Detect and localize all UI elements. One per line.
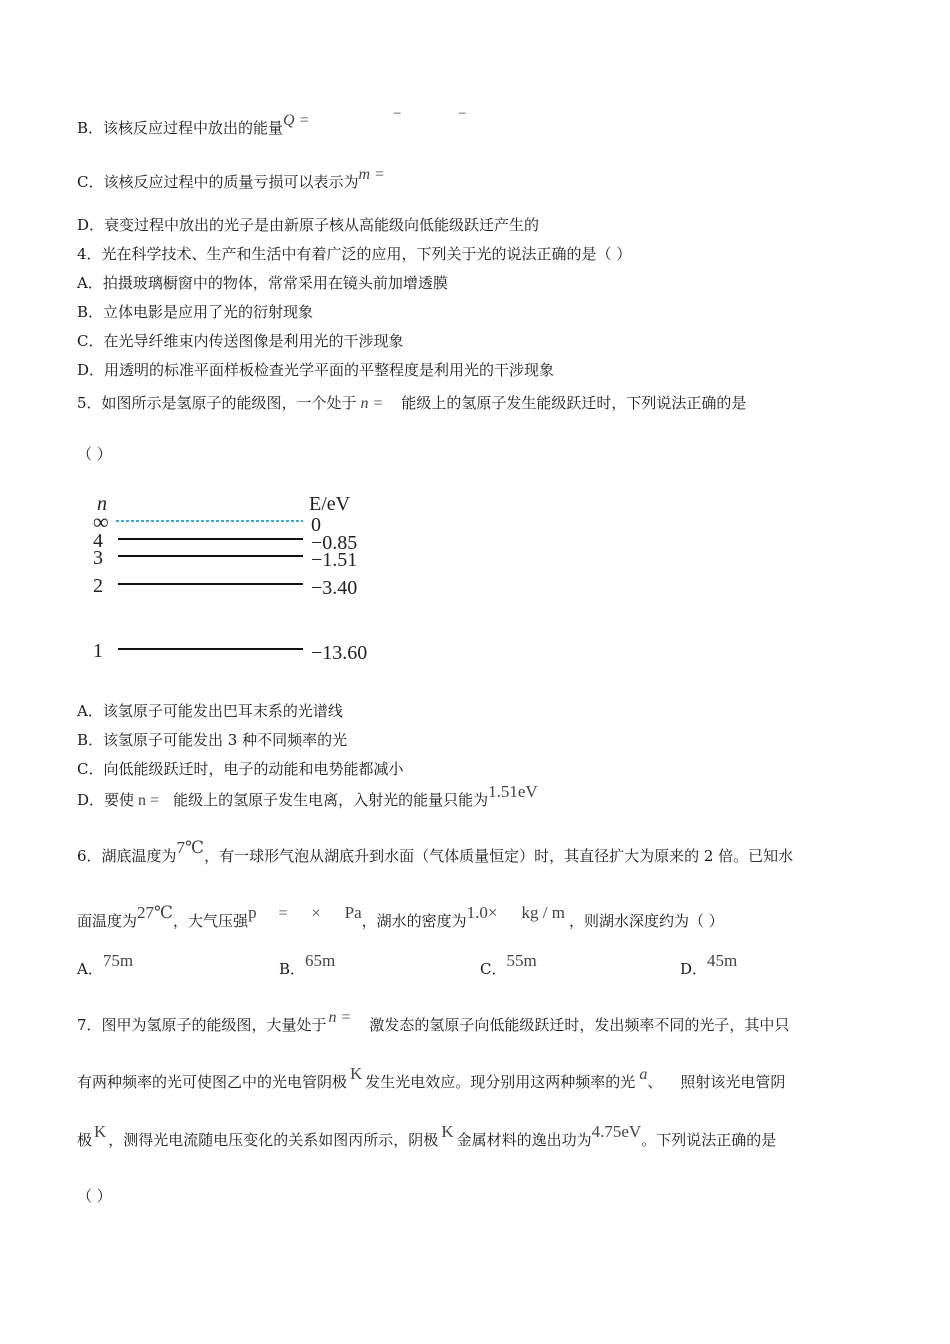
q6-option-b-value: 65m (305, 951, 336, 970)
q6-density-unit: kg / m (521, 903, 565, 922)
q6-line2-c: ，湖水的密度为 (361, 912, 467, 930)
q6-pressure-symbol: p (248, 903, 257, 922)
q5-stem-math: n = (360, 395, 384, 412)
q7-l3-a: 极 (77, 1131, 93, 1149)
q5-stem-a: 5．如图所示是氢原子的能级图，一个处于 (77, 394, 357, 412)
q7-l3-k: K (94, 1122, 107, 1141)
q3-option-d: D．衰变过程中放出的光子是由新原子核从高能级向低能级跃迁产生的 (77, 216, 540, 234)
q6-stem-a: 6．湖底温度为 (77, 847, 177, 865)
q7-l1-a: 7．图甲为氢原子的能级图，大量处于 (77, 1016, 327, 1034)
q7-paren: （ ） (77, 1187, 112, 1205)
q4-option-b: B．立体电影是应用了光的衍射现象 (77, 303, 314, 321)
q5-option-d (77, 782, 538, 811)
q4-option-c: C．在光导纤维束内传送图像是利用光的干涉现象 (77, 332, 404, 350)
energy-level-value-label: −13.60 (311, 642, 368, 664)
energy-level-diagram (85, 488, 405, 668)
q6-stem-b: ，有一球形气泡从湖底升到水面（气体质量恒定）时，其直径扩大为原来的 2 倍。已知水 (204, 847, 794, 865)
q5-option-d-value: 1.51eV (488, 782, 538, 801)
q3-option-b-fragment-1: − (393, 106, 402, 122)
energy-level-n-label: 1 (93, 640, 103, 662)
q6-line2-d: ，则湖水深度约为（ ） (568, 912, 724, 930)
energy-level-n-label: ∞ (93, 509, 109, 534)
q5-option-d-b: 能级上的氢原子发生电离，入射光的能量只能为 (173, 791, 489, 809)
q7-l2-a-math: a (639, 1066, 648, 1083)
q4-option-d: D．用透明的标准平面样板检查光学平面的平整程度是利用光的干涉现象 (77, 361, 555, 379)
q7-line-1 (77, 1009, 790, 1036)
q6-option-c-value: 55m (506, 951, 537, 970)
q7-l2-b: 发生光电效应。现分别用这两种频率的光 (365, 1073, 636, 1091)
q7-line-2 (77, 1064, 786, 1093)
q7-l3-k2: K (441, 1122, 454, 1141)
q5-option-d-a: D．要使 (77, 791, 135, 809)
q7-l3-value: 4.75eV (591, 1122, 642, 1141)
q4-stem: 4．光在科学技术、生产和生活中有着广泛的应用，下列关于光的说法正确的是（ ） (77, 245, 632, 263)
q3-option-b-text: B．该核反应过程中放出的能量 (77, 119, 284, 137)
q6-density-value: 1.0× (466, 903, 498, 922)
q7-l1-b: 激发态的氢原子向低能级跃迁时，发出频率不同的光子，其中只 (369, 1016, 790, 1034)
q7-l3-c: 金属材料的逸出功为 (456, 1131, 592, 1149)
q6-option-a (77, 951, 134, 979)
q6-option-c (480, 951, 537, 979)
q6-line2-a: 面温度为 (77, 912, 138, 930)
q5-stem-b: 能级上的氢原子发生能级跃迁时，下列说法正确的是 (401, 394, 747, 412)
q3-option-b-fragment-2: − (458, 106, 467, 122)
q3-option-c-math: m = (358, 166, 385, 183)
q6-option-b (279, 951, 336, 979)
diagram-n-label: n (97, 493, 107, 515)
q5-option-b: B．该氢原子可能发出 3 种不同频率的光 (77, 731, 348, 749)
q6-option-d-value: 45m (707, 951, 738, 970)
q7-l3-d: 。下列说法正确的是 (641, 1131, 777, 1149)
q6-option-d (680, 951, 738, 979)
q6-line2-b: ，大气压强 (173, 912, 249, 930)
q6-temp-2: 27℃ (137, 903, 174, 922)
q3-option-b (77, 112, 310, 139)
q6-option-a-label: A． (77, 960, 103, 978)
energy-level-value-label: −0.85 (311, 532, 358, 554)
q6-line-2 (77, 903, 724, 932)
q6-pressure-unit: Pa (344, 903, 362, 922)
q6-temp-1: 7℃ (176, 838, 205, 857)
energy-level-n-label: 3 (93, 547, 103, 569)
q3-option-c-text: C．该核反应过程中的质量亏损可以表示为 (77, 173, 359, 191)
q6-option-c-label: C． (480, 960, 507, 978)
q5-option-c: C．向低能级跃迁时，电子的动能和电势能都减小 (77, 760, 404, 778)
q6-pressure-equals: = (278, 905, 288, 922)
q6-option-d-label: D． (680, 960, 708, 978)
q6-option-a-value: 75m (102, 951, 134, 970)
q3-option-b-math: Q = (283, 112, 310, 129)
q7-l1-math: n = (328, 1009, 352, 1026)
q5-option-d-math: n = (138, 792, 160, 809)
q7-l2-c: 、 (647, 1073, 663, 1091)
q7-l2-a: 有两种频率的光可使图乙中的光电管阴极 (77, 1073, 348, 1091)
energy-level-value-label: −1.51 (311, 549, 358, 571)
energy-level-n-label: 2 (93, 575, 103, 597)
q7-l3-b: ，测得光电流随电压变化的关系如图丙所示，阴极 (108, 1131, 439, 1149)
energy-level-n-label: 4 (93, 530, 103, 552)
q5-stem (77, 393, 746, 414)
q5-paren: （ ） (77, 445, 112, 463)
q7-l2-k: K (350, 1064, 363, 1083)
q7-l2-d: 照射该光电管阴 (680, 1073, 786, 1091)
energy-level-value-label: −3.40 (311, 577, 358, 599)
diagram-energy-axis-label: E/eV (309, 493, 351, 515)
q6-pressure-times: × (311, 905, 321, 922)
q7-line-3 (77, 1122, 777, 1150)
q6-option-b-label: B． (279, 960, 306, 978)
q6-line-1 (77, 838, 794, 866)
q4-option-a: A．拍摄玻璃橱窗中的物体，常常采用在镜头前加增透膜 (77, 274, 448, 292)
q3-option-c (77, 166, 385, 193)
q5-option-a: A．该氢原子可能发出巴耳末系的光谱线 (77, 702, 343, 720)
energy-level-value-label: 0 (311, 514, 321, 536)
